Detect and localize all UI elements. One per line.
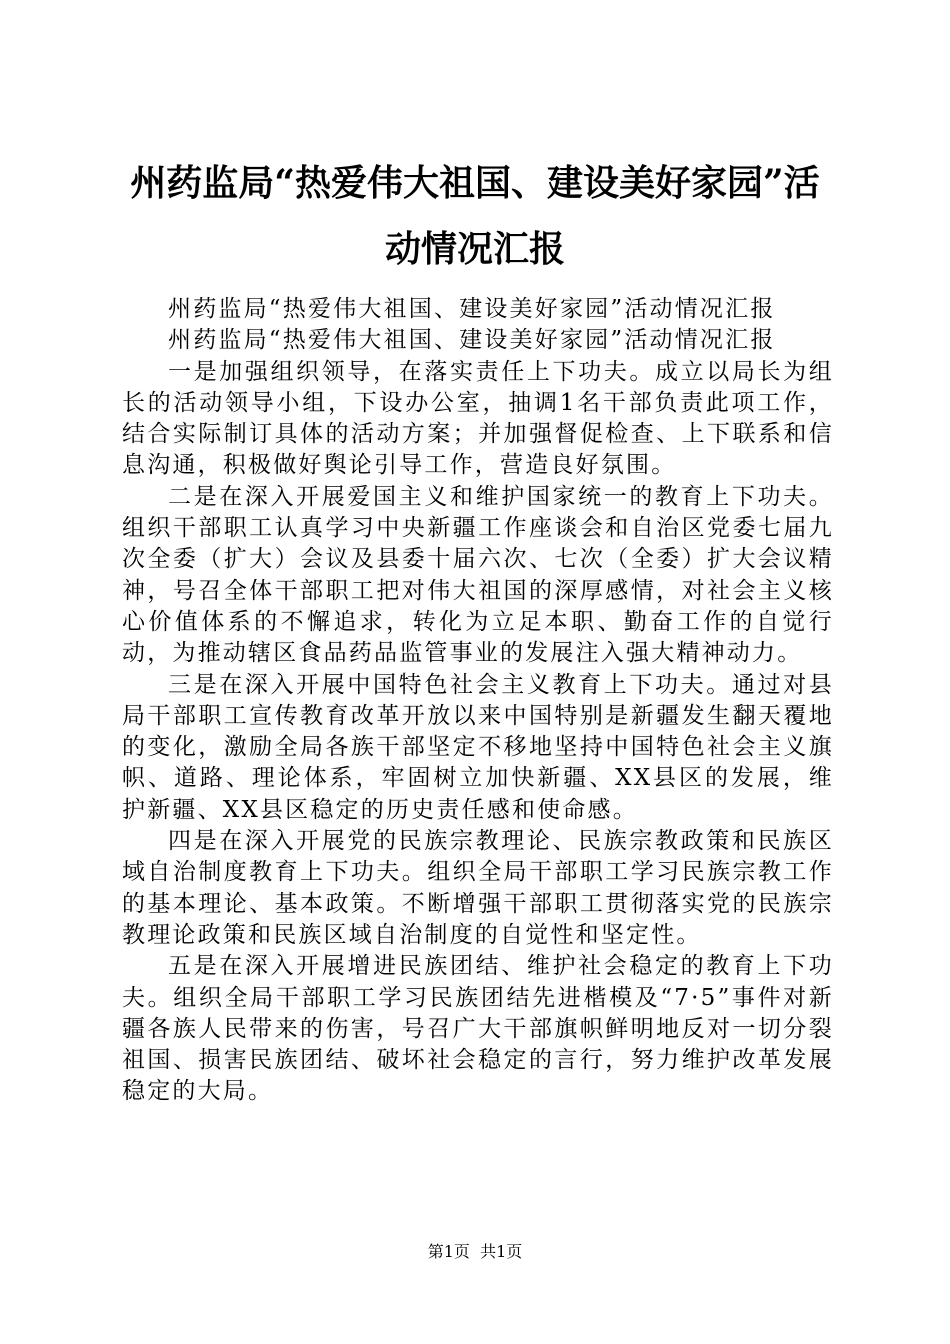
body-paragraph: 州药监局“热爱伟大祖国、建设美好家园”活动情况汇报 — [168, 296, 776, 322]
document-title: 州药监局“热爱伟大祖国、建设美好家园”活动情况汇报 — [130, 162, 820, 270]
page-number-label: 第1页 共1页 — [427, 1242, 523, 1261]
body-paragraph: 四是在深入开展党的民族宗教理论、民族宗教政策和民族区域自治制度教育上下功夫。组织全局干部职工学习民族宗教工作的基本理论、基本政策。不断增强干部职工贯彻落实党的民族宗教理论政策和民族区域自治制度的自觉性和坚定性。 — [122, 828, 834, 948]
body-paragraph: 一是加强组织领导，在落实责任上下功夫。成立以局长为组长的活动领导小组，下设办公室，抽调1名干部负责此项工作，结合实际制订具体的活动方案；并加强督促检查、上下联系和信息沟通，积极做好舆论引导工作，营造良好氛围。 — [122, 358, 834, 479]
document-body — [122, 294, 834, 1108]
page-footer — [0, 1242, 950, 1262]
body-paragraph: 五是在深入开展增进民族团结、维护社会稳定的教育上下功夫。组织全局干部职工学习民族团结先进楷模及“7·5”事件对新疆各族人民带来的伤害，号召广大干部旗帜鲜明地反对一切分裂祖国、损害民族团结、破坏社会稳定的言行，努力维护改革发展稳定的大局。 — [122, 953, 834, 1105]
body-paragraph: 州药监局“热爱伟大祖国、建设美好家园”活动情况汇报 — [168, 327, 776, 354]
body-paragraph: 二是在深入开展爱国主义和维护国家统一的教育上下功夫。组织干部职工认真学习中央新疆工作座谈会和自治区党委七届九次全委（扩大）会议及县委十届六次、七次（全委）扩大会议精神，号召全体干部职工把对伟大祖国的深厚感情，对社会主义核心价值体系的不懈追求，转化为立足本职、勤奋工作的自觉行动，为推动辖区食品药品监管事业的发展注入强大精神动力。 — [122, 483, 834, 667]
body-paragraph: 三是在深入开展中国特色社会主义教育上下功夫。通过对县局干部职工宣传教育改革开放以来中国特别是新疆发生翻天覆地的变化，激励全局各族干部坚定不移地坚持中国特色社会主义旗帜、道路、理论体系，牢固树立加快新疆、XX县区的发展，维护新疆、XX县区稳定的历史责任感和使命感。 — [122, 671, 834, 823]
